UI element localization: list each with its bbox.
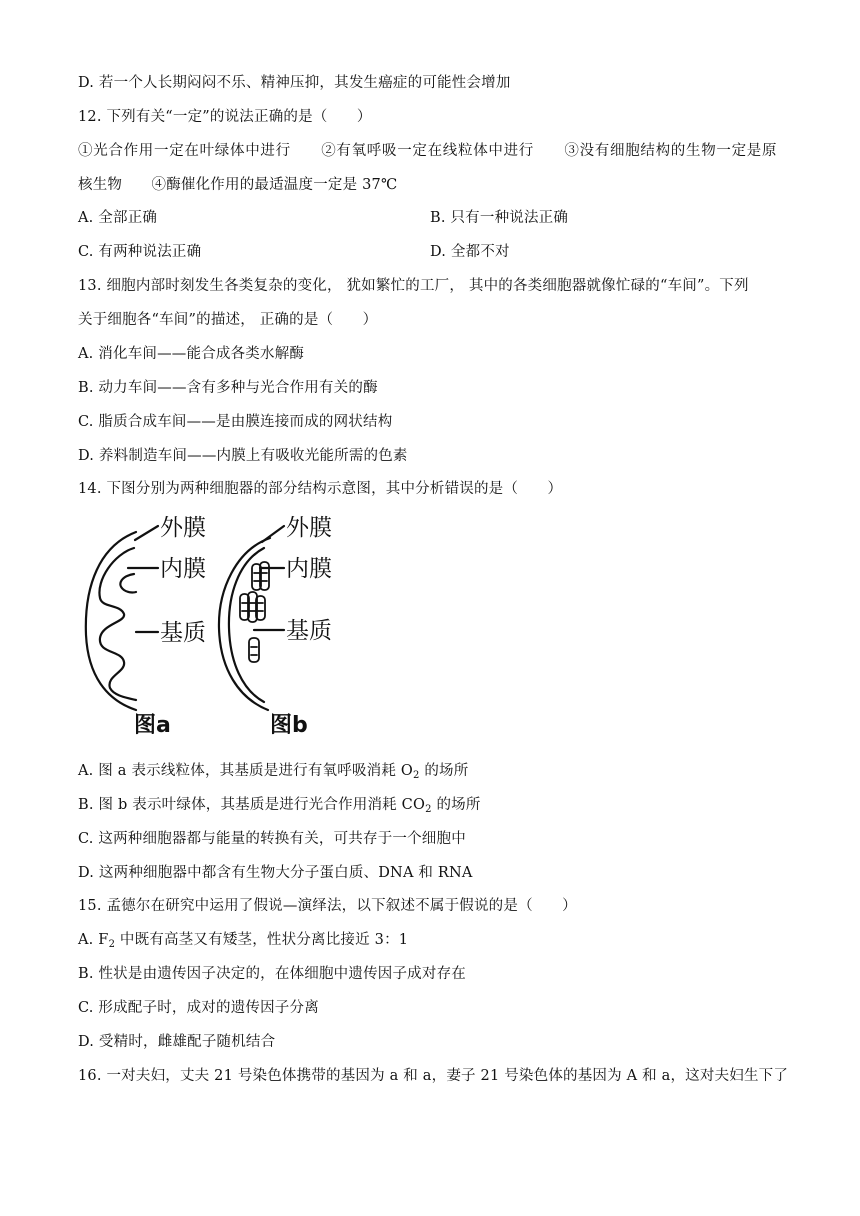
question-13-option-d: D. 养料制造车间——内膜上有吸收光能所需的色素 [78,448,408,464]
question-15-option-c: C. 形成配子时，成对的遗传因子分离 [78,1000,319,1016]
subscript: 2 [108,939,116,950]
option-text-end: 的场所 [419,763,469,779]
question-13-stem: 13. 细胞内部时刻发生各类复杂的变化， 犹如繁忙的工厂， 其中的各类细胞器就像忙碌的“车间”。下列 [78,278,749,294]
question-12-stem: 12. 下列有关“一定”的说法正确的是（ ） [78,109,372,125]
question-12-statements: ①光合作用一定在叶绿体中进行 ②有氧呼吸一定在线粒体中进行 ③没有细胞结构的生物一定是原 [78,143,778,159]
question-12-option-b: B. 只有一种说法正确 [430,210,569,226]
question-16-stem: 16. 一对夫妇，丈夫 21 号染色体携带的基因为 a 和 a，妻子 21 号染色体的基因为 A 和 a，这对夫妇生下了 [78,1068,789,1084]
mitochondrion-crista [120,574,136,593]
option-text: B. 图 b 表示叶绿体，其基质是进行光合作用消耗 CO [78,797,426,813]
question-12-option-c: C. 有两种说法正确 [78,244,202,260]
question-12-statements-cont: 核生物 ④酶催化作用的最适温度一定是 37℃ [78,177,398,193]
grana-stack-upper [252,562,269,590]
line-q11-option-d: D. 若一个人长期闷闷不乐、精神压抑，其发生癌症的可能性会增加 [78,75,511,91]
figure-a-matrix-label: 基质 [160,620,206,646]
question-12-option-a: A. 全部正确 [78,210,158,226]
subscript: 2 [412,770,420,781]
figure-b-outer-label: 外膜 [286,515,332,541]
figure-a-inner-label: 内膜 [160,556,206,582]
mitochondrion-diagram [86,526,158,710]
mitochondrion-inner-membrane [99,548,136,700]
organelle-figure [78,510,368,750]
figure-b-inner-label: 内膜 [286,556,332,582]
question-14-option-c: C. 这两种细胞器都与能量的转换有关，可共存于一个细胞中 [78,831,466,847]
question-14-stem: 14. 下图分别为两种细胞器的部分结构示意图，其中分析错误的是（ ） [78,481,563,497]
question-14-option-b [78,795,481,815]
grana-stack-middle [240,592,265,622]
figure-a-caption: 图a [134,713,171,738]
subscript: 2 [425,804,432,815]
question-15-option-b: B. 性状是由遗传因子决定的，在体细胞中遗传因子成对存在 [78,966,466,982]
question-14-option-a [78,761,468,781]
question-15-option-d: D. 受精时，雌雄配子随机结合 [78,1034,276,1050]
figure-a-outer-label: 外膜 [160,515,206,541]
question-14-option-d: D. 这两种细胞器中都含有生物大分子蛋白质、DNA 和 RNA [78,865,473,881]
question-15-option-a [78,930,408,950]
chloroplast-diagram [219,526,284,710]
figure-b-caption: 图b [270,713,308,738]
question-12-option-d: D. 全都不对 [430,244,510,260]
question-15-stem: 15. 孟德尔在研究中运用了假说—演绎法，以下叙述不属于假说的是（ ） [78,898,577,914]
option-text-end: 的场所 [431,797,481,813]
question-13-stem-cont: 关于细胞各“车间”的描述， 正确的是（ ） [78,312,378,328]
option-text: A. 图 a 表示线粒体，其基质是进行有氧呼吸消耗 O [78,763,413,779]
grana-stack-lower [249,638,259,662]
mitochondrion-outer-membrane [86,532,136,710]
chloroplast-inner-membrane [229,548,264,702]
option-text: A. F [78,932,109,948]
option-text-end: 中既有高茎又有矮茎，性状分离比接近 3：1 [115,932,409,948]
question-13-option-c: C. 脂质合成车间——是由膜连接而成的网状结构 [78,414,393,430]
question-13-option-a: A. 消化车间——能合成各类水解酶 [78,346,305,362]
figure-b-stroma-label: 基质 [286,618,332,644]
question-13-option-b: B. 动力车间——含有多种与光合作用有关的酶 [78,380,378,396]
